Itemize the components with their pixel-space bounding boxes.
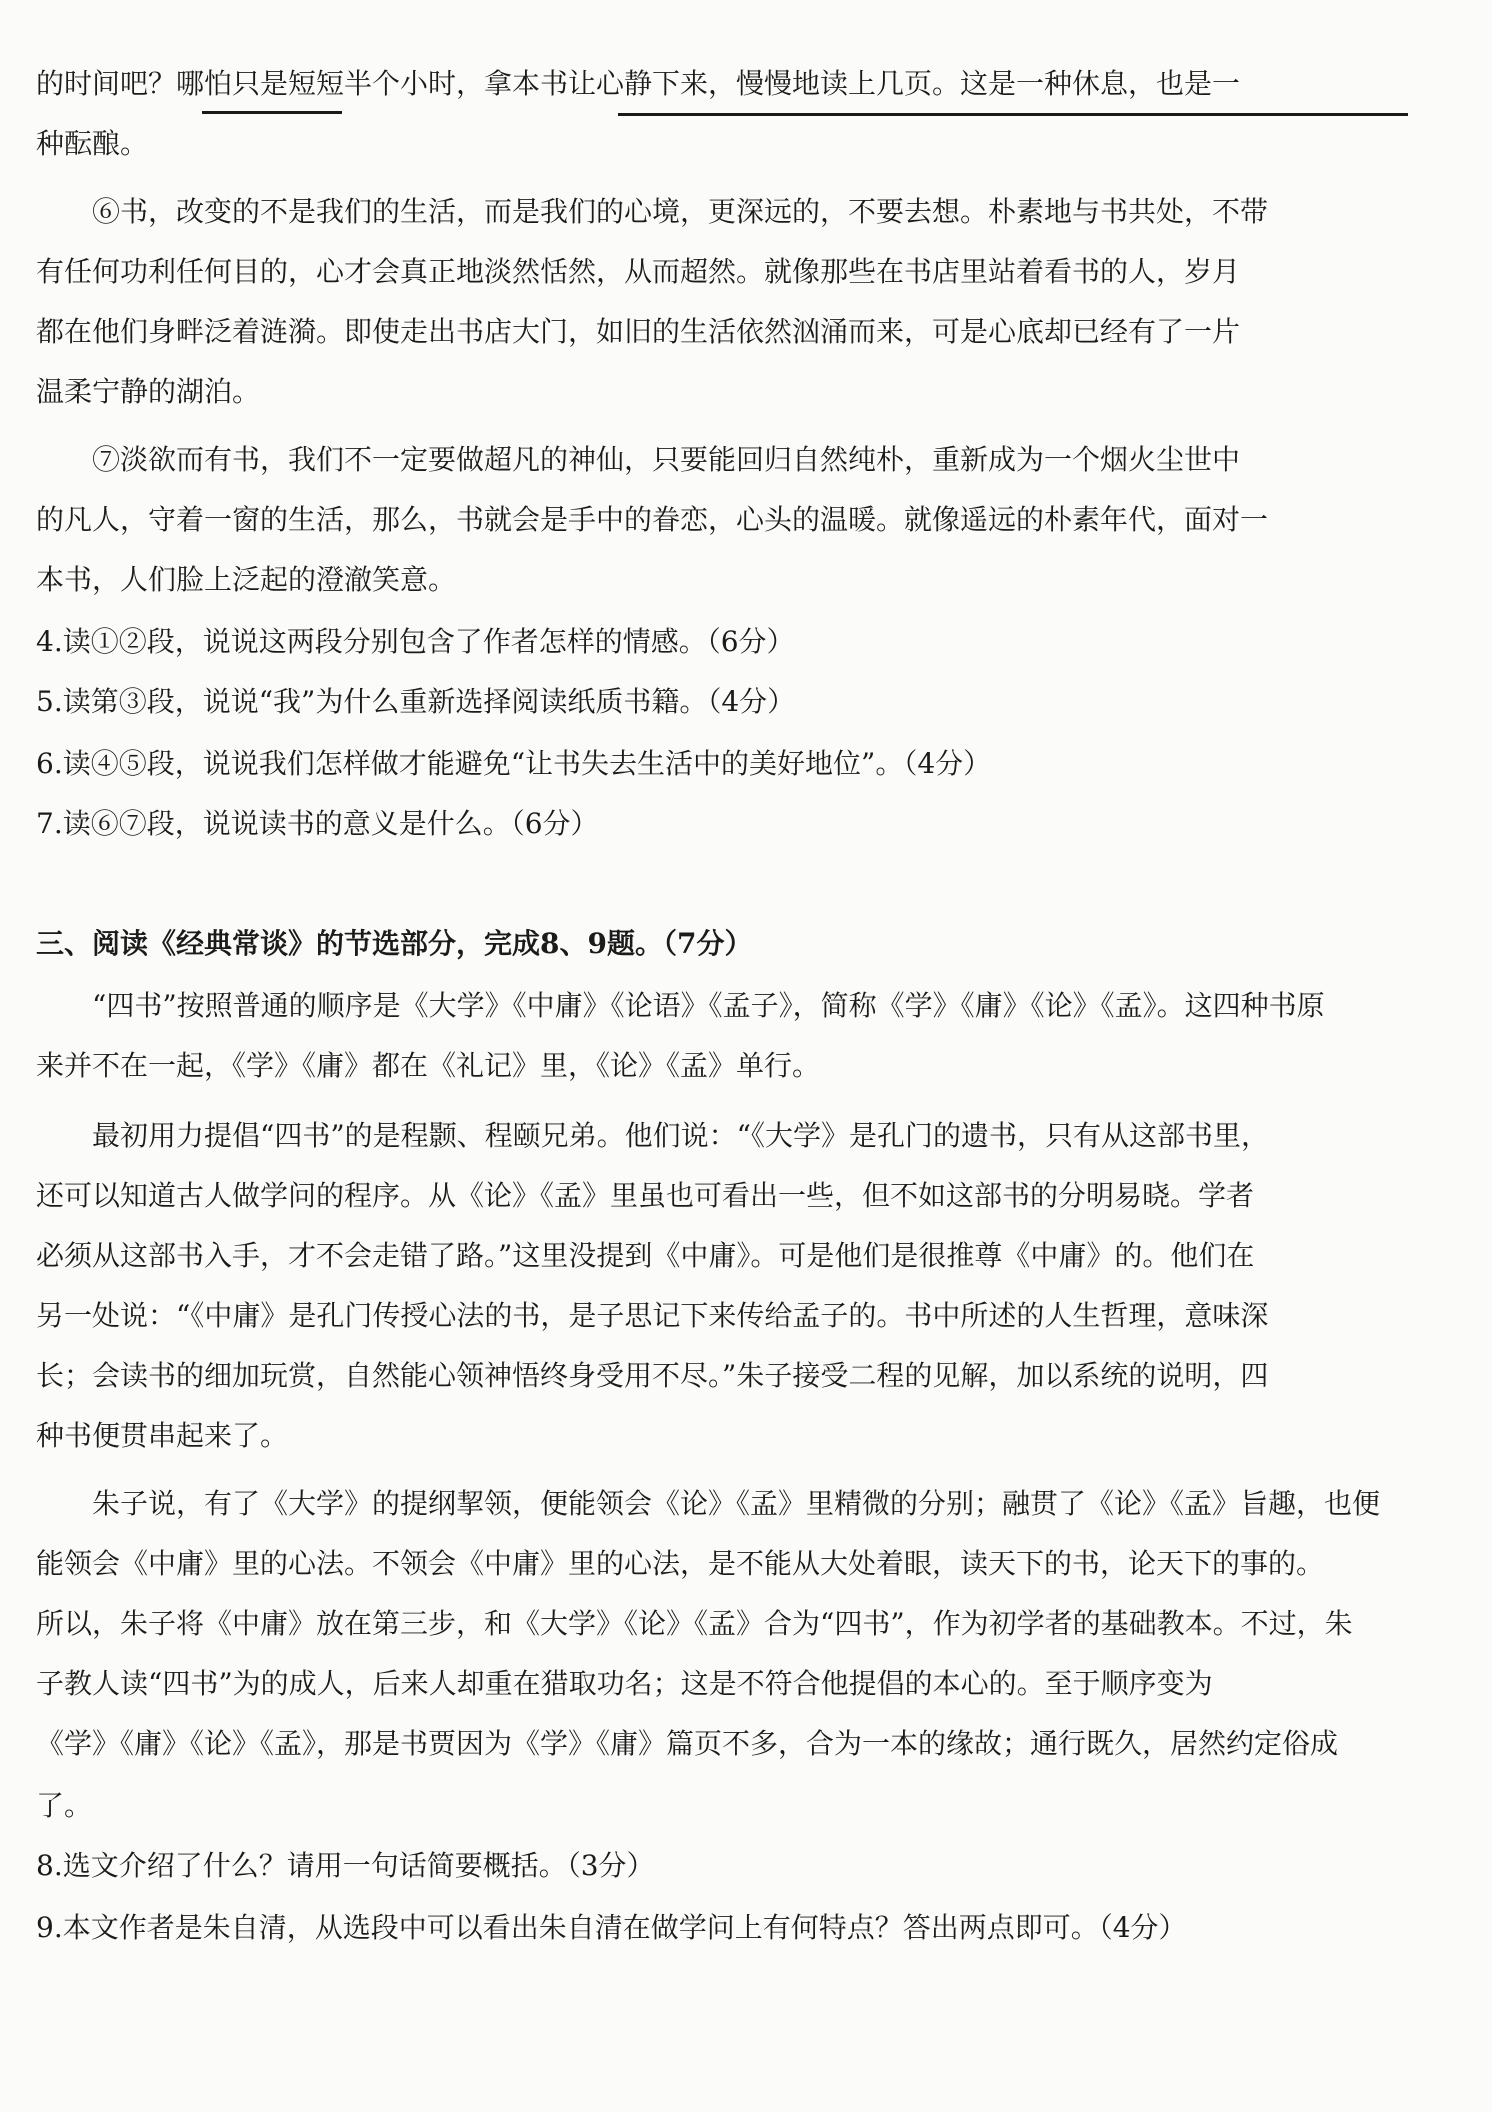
question-4: 4.读①②段，说说这两段分别包含了作者怎样的情感。（6分）	[36, 625, 795, 658]
text-line: 来并不在一起，《学》《庸》都在《礼记》里，《论》《孟》单行。	[36, 1049, 821, 1082]
question-7: 7.读⑥⑦段，说说读书的意义是什么。（6分）	[36, 807, 599, 840]
text-line: 了。	[36, 1789, 93, 1822]
question-9: 9.本文作者是朱自清，从选段中可以看出朱自清在做学问上有何特点？答出两点即可。（4分）	[36, 1911, 1187, 1944]
text-line: 温柔宁静的湖泊。	[36, 375, 261, 408]
text-line: 的时间吧？哪怕只是短短半个小时，拿本书让心静下来，慢慢地读上几页。这是一种休息，也是一	[36, 67, 1241, 100]
text-line: 《学》《庸》《论》《孟》，那是书贾因为《学》《庸》篇页不多，合为一本的缘故；通行既久，居然约定俗成	[36, 1727, 1339, 1760]
underline-mark	[202, 111, 342, 114]
text-line: “四书”按照普通的顺序是《大学》《中庸》《论语》《孟子》，简称《学》《庸》《论》《孟》。这四种书原	[92, 989, 1325, 1022]
text-line: 朱子说，有了《大学》的提纲挈领，便能领会《论》《孟》里精微的分别；融贯了《论》《孟》旨趣，也便	[92, 1487, 1381, 1520]
text-line: 有任何功利任何目的，心才会真正地淡然恬然，从而超然。就像那些在书店里站着看书的人，岁月	[36, 255, 1241, 288]
question-6: 6.读④⑤段，说说我们怎样做才能避免“让书失去生活中的美好地位”。（4分）	[36, 747, 992, 780]
text-line: 长；会读书的细加玩赏，自然能心领神悟终身受用不尽。”朱子接受二程的见解，加以系统的说明，四	[36, 1359, 1269, 1392]
question-8: 8.选文介绍了什么？请用一句话简要概括。（3分）	[36, 1849, 655, 1882]
question-5: 5.读第③段，说说“我”为什么重新选择阅读纸质书籍。（4分）	[36, 685, 796, 718]
text-line: 能领会《中庸》里的心法。不领会《中庸》里的心法，是不能从大处着眼，读天下的书，论天下的事的。	[36, 1547, 1325, 1580]
text-line: 最初用力提倡“四书”的是程颢、程颐兄弟。他们说：“《大学》是孔门的遗书，只有从这部书里，	[92, 1119, 1269, 1152]
text-line: ⑥书，改变的不是我们的生活，而是我们的心境，更深远的，不要去想。朴素地与书共处，不带	[92, 195, 1269, 228]
text-line: 必须从这部书入手，才不会走错了路。”这里没提到《中庸》。可是他们是很推尊《中庸》的。他们在	[36, 1239, 1255, 1272]
text-line: 的凡人，守着一窗的生活，那么，书就会是手中的眷恋，心头的温暖。就像遥远的朴素年代，面对一	[36, 503, 1269, 536]
underline-mark	[618, 113, 1408, 116]
text-line: 还可以知道古人做学问的程序。从《论》《孟》里虽也可看出一些，但不如这部书的分明易晓。学者	[36, 1179, 1255, 1212]
text-line: 种书便贯串起来了。	[36, 1419, 289, 1452]
text-line: 子教人读“四书”为的成人，后来人却重在猎取功名；这是不符合他提倡的本心的。至于顺序变为	[36, 1667, 1213, 1700]
text-line: 所以，朱子将《中庸》放在第三步，和《大学》《论》《孟》合为“四书”，作为初学者的基础教本。不过，朱	[36, 1607, 1353, 1640]
text-line: ⑦淡欲而有书，我们不一定要做超凡的神仙，只要能回归自然纯朴，重新成为一个烟火尘世中	[92, 443, 1241, 476]
text-line: 另一处说：“《中庸》是孔门传授心法的书，是子思记下来传给孟子的。书中所述的人生哲理，意味深	[36, 1299, 1269, 1332]
text-line: 种酝酿。	[36, 127, 149, 160]
section-3-heading: 三、阅读《经典常谈》的节选部分，完成8、9题。（7分）	[36, 927, 753, 960]
text-line: 都在他们身畔泛着涟漪。即使走出书店大门，如旧的生活依然汹涌而来，可是心底却已经有了一片	[36, 315, 1241, 348]
text-line: 本书，人们脸上泛起的澄澈笑意。	[36, 563, 457, 596]
